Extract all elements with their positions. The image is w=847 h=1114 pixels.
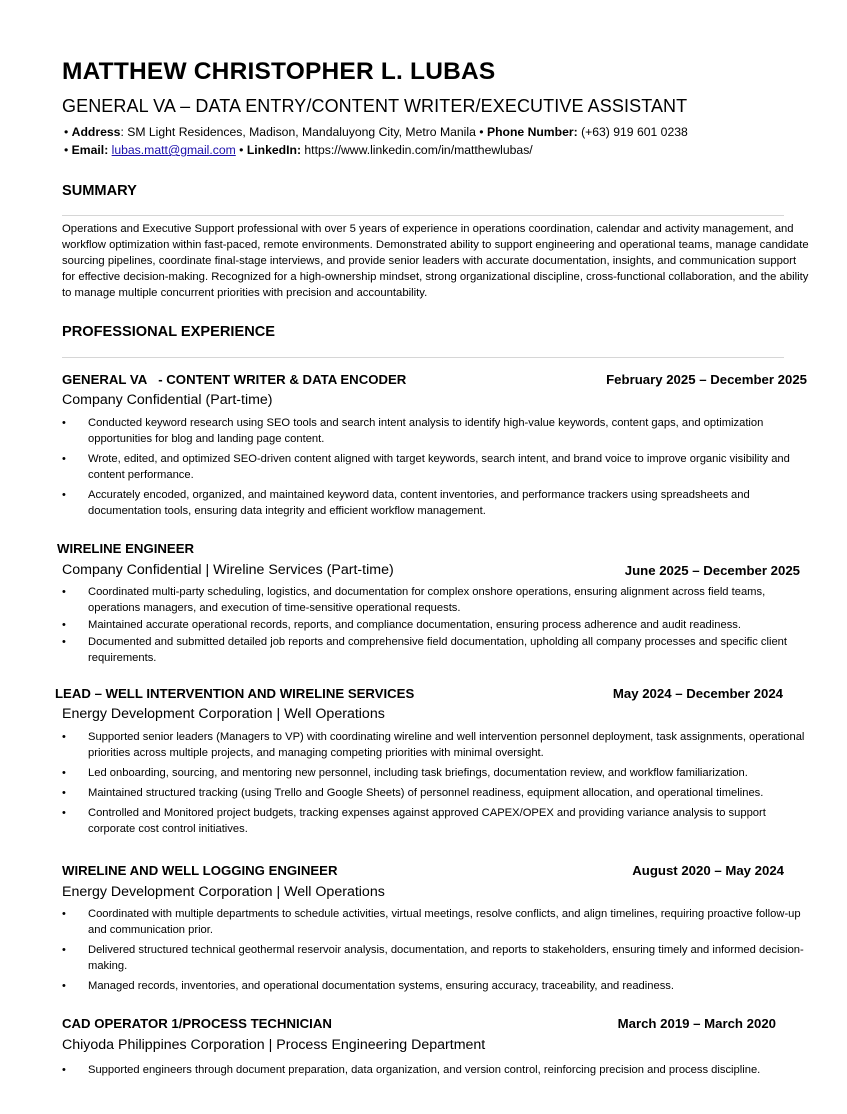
job-title: CAD OPERATOR 1/PROCESS TECHNICIAN — [62, 1016, 332, 1031]
candidate-name: MATTHEW CHRISTOPHER L. LUBAS — [62, 58, 496, 85]
bullet-text: Coordinated multi-party scheduling, logistics, and documentation for complex onshore operations, ensuring alignment across field teams, operations managers, and execution of time-sensitive operational requests. — [88, 586, 766, 614]
job-title: WIRELINE AND WELL LOGGING ENGINEER — [62, 863, 338, 878]
bullet-glyph: • — [62, 807, 66, 819]
summary-text: Operations and Executive Support professional with over 5 years of experience in operations coordination, calendar and activity management, and workflow optimization within fast-paced, remote environments. Demonstrated ability to support engineering and operational teams, manage candidate sourcing pipelines, coordinate final-stage interviews, and provide senior leaders with accurate documentation, insights, and communication support for effective decision-making. Recognized for a high-ownership mindset, strong organizational discipline, cross-functional collaboration, and the ability to manage multiple concurrent priorities with precision and accountability. — [62, 223, 809, 299]
address-value: : SM Light Residences, Madison, Mandaluyong City, Metro Manila — [120, 125, 476, 139]
job-bullets — [62, 1062, 810, 1078]
bullet-glyph: • — [64, 125, 69, 139]
bullet-text: Led onboarding, sourcing, and mentoring new personnel, including task briefings, documentation review, and workflow familiarization. — [88, 767, 748, 779]
bullet-text: Documented and submitted detailed job reports and comprehensive field documentation, upholding all company processes and specific client requirements. — [88, 636, 788, 664]
bullet-glyph: • — [479, 125, 484, 139]
bullet-text: Wrote, edited, and optimized SEO-driven content aligned with target keywords, search intent, and brand voice to improve organic visibility and content performance. — [88, 453, 790, 481]
bullet-glyph: • — [62, 731, 66, 743]
bullet-text: Managed records, inventories, and operational documentation systems, ensuring accuracy, traceability, and readiness. — [88, 980, 675, 992]
bullet-glyph: • — [62, 619, 66, 631]
job-company: Chiyoda Philippines Corporation | Process Engineering Department — [62, 1037, 486, 1053]
bullet-glyph: • — [62, 489, 66, 501]
bullet-glyph: • — [62, 980, 66, 992]
list-item — [62, 617, 810, 633]
bullet-text: Maintained accurate operational records, reports, and compliance documentation, ensuring process adherence and audit readiness. — [88, 619, 741, 631]
job-company: Company Confidential (Part-time) — [62, 392, 273, 408]
bullet-text: Accurately encoded, organized, and maintained keyword data, content inventories, and performance trackers using spreadsheets and documentation tools, ensuring data integrity and efficient workflow management. — [88, 489, 750, 517]
list-item — [62, 1062, 810, 1078]
bullet-text: Supported engineers through document preparation, data organization, and version control, reinforcing precision and process discipline. — [88, 1064, 761, 1076]
contact-line-1 — [64, 125, 688, 139]
list-item — [62, 451, 810, 483]
job-title: GENERAL VA - CONTENT WRITER & DATA ENCODER — [62, 372, 407, 387]
job-dates: February 2025 – December 2025 — [606, 372, 807, 387]
job-dates: June 2025 – December 2025 — [624, 563, 800, 578]
job-dates: May 2024 – December 2024 — [612, 686, 783, 701]
list-item — [62, 415, 810, 447]
list-item — [62, 785, 810, 801]
bullet-glyph: • — [62, 787, 66, 799]
linkedin-value: https://www.linkedin.com/in/matthewlubas/ — [304, 143, 533, 157]
list-item — [62, 729, 810, 761]
bullet-glyph: • — [62, 908, 66, 920]
address-label: Address — [71, 125, 121, 139]
bullet-glyph: • — [64, 143, 69, 157]
job-bullets — [62, 729, 810, 837]
summary-heading: SUMMARY — [62, 183, 137, 199]
bullet-glyph: • — [62, 1064, 66, 1076]
job-title: LEAD – WELL INTERVENTION AND WIRELINE SERVICES — [55, 686, 415, 701]
email-label: Email: — [71, 143, 109, 157]
bullet-glyph: • — [62, 944, 66, 956]
list-item — [62, 584, 810, 616]
bullet-glyph: • — [62, 767, 66, 779]
job-dates: March 2019 – March 2020 — [617, 1016, 776, 1031]
job-title: WIRELINE ENGINEER — [57, 541, 195, 556]
job-company: Energy Development Corporation | Well Operations — [62, 884, 385, 900]
bullet-glyph: • — [62, 417, 66, 429]
email-link[interactable]: lubas.matt@gmail.com — [111, 143, 236, 157]
list-item — [62, 634, 810, 666]
list-item — [62, 978, 810, 994]
bullet-text: Maintained structured tracking (using Trello and Google Sheets) of personnel readiness, equipment allocation, and operational timelines. — [88, 787, 764, 799]
bullet-glyph: • — [62, 586, 66, 598]
job-company: Company Confidential | Wireline Services (Part-time) — [62, 562, 394, 578]
bullet-text: Conducted keyword research using SEO tools and search intent analysis to identify high-value keywords, content gaps, and optimization opportunities for blog and landing page content. — [88, 417, 764, 445]
job-company: Energy Development Corporation | Well Operations — [62, 706, 385, 722]
bullet-glyph: • — [62, 636, 66, 648]
list-item — [62, 487, 810, 519]
bullet-glyph: • — [62, 453, 66, 465]
job-bullets — [62, 906, 810, 994]
experience-heading: PROFESSIONAL EXPERIENCE — [62, 324, 276, 340]
phone-label: Phone Number: — [486, 125, 578, 139]
candidate-tagline: GENERAL VA – DATA ENTRY/CONTENT WRITER/EXECUTIVE ASSISTANT — [62, 96, 688, 116]
list-item — [62, 805, 810, 837]
job-bullets — [62, 584, 810, 666]
bullet-text: Controlled and Monitored project budgets, tracking expenses against approved CAPEX/OPEX and providing variance analysis to support corporate cost control initiatives. — [88, 807, 766, 835]
phone-value: (+63) 919 601 0238 — [581, 125, 688, 139]
list-item — [62, 765, 810, 781]
linkedin-label: LinkedIn: — [246, 143, 302, 157]
bullet-text: Delivered structured technical geothermal reservoir analysis, documentation, and reports to stakeholders, ensuring timely and informed decision-making. — [88, 944, 804, 972]
bullet-text: Coordinated with multiple departments to schedule activities, virtual meetings, resolve conflicts, and align timelines, requiring proactive follow-up and communication prior. — [88, 908, 801, 936]
job-dates: August 2020 – May 2024 — [632, 863, 784, 878]
list-item — [62, 906, 810, 938]
list-item — [62, 942, 810, 974]
contact-line-2 — [64, 143, 533, 157]
summary-divider — [62, 215, 784, 216]
bullet-glyph: • — [239, 143, 244, 157]
bullet-text: Supported senior leaders (Managers to VP) with coordinating wireline and well intervention personnel deployment, task assignments, operational priorities across multiple projects, and managing competing priorities with minimal oversight. — [88, 731, 805, 759]
experience-divider — [62, 357, 784, 358]
job-bullets — [62, 415, 810, 519]
